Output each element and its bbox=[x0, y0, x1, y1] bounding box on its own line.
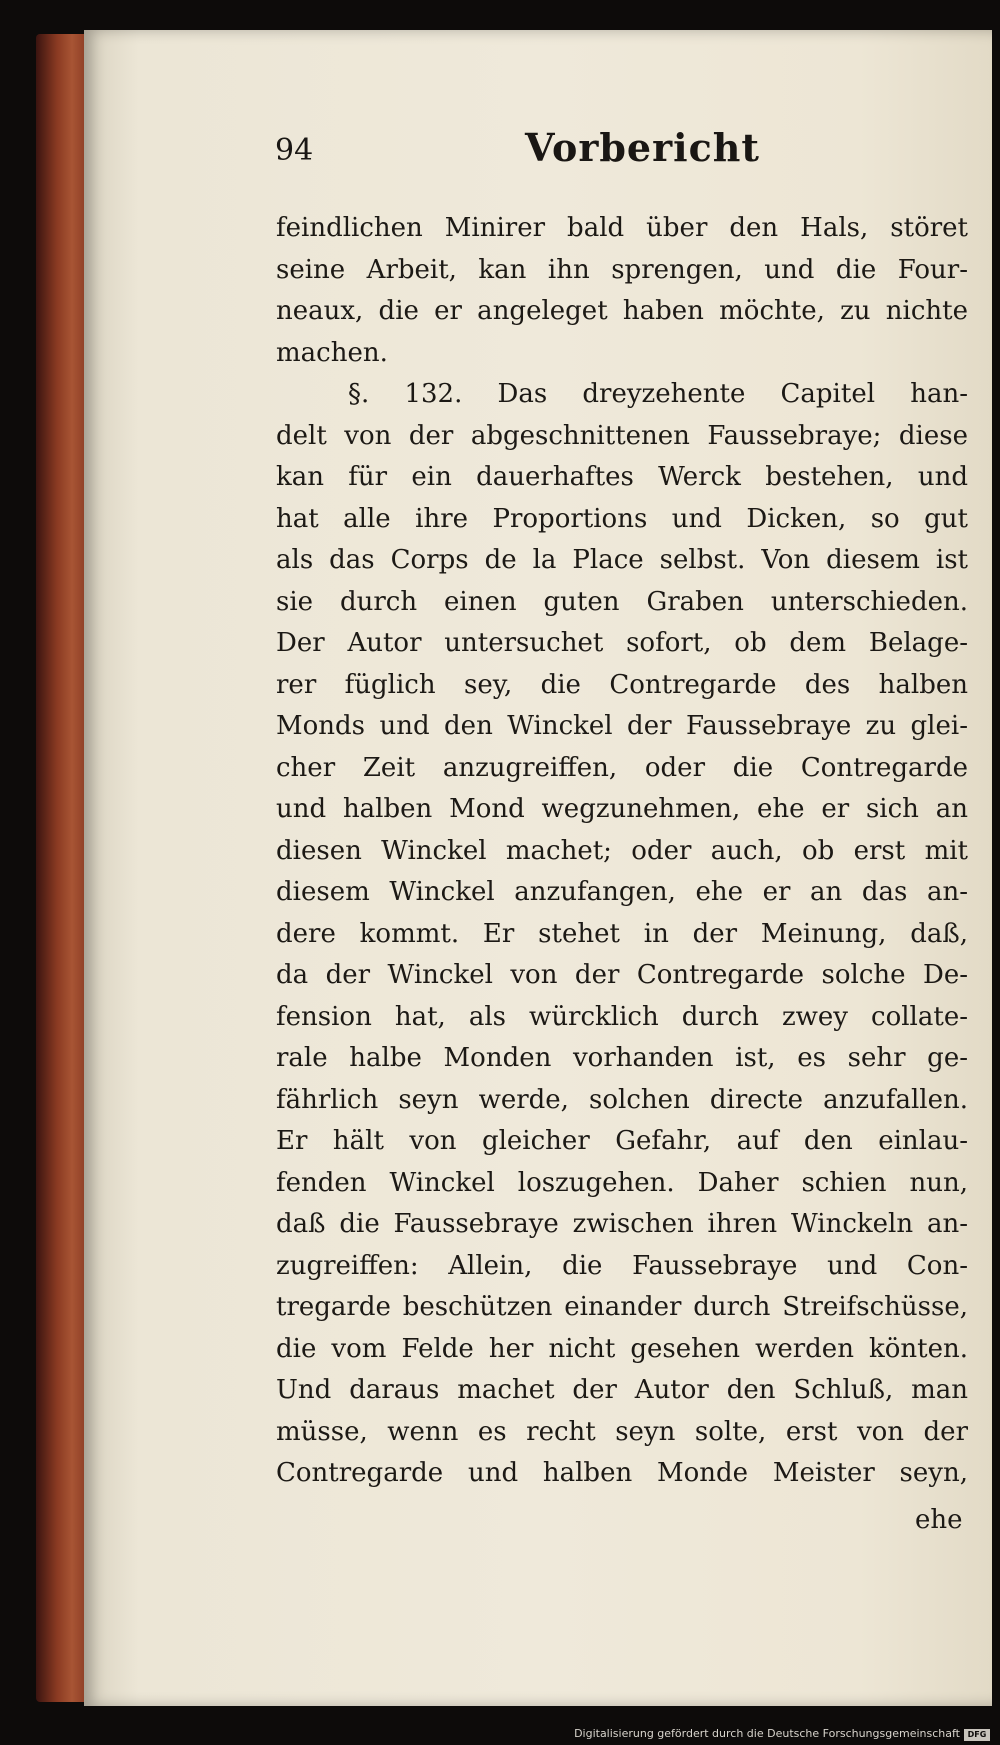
text-line: cher Zeit anzugreiffen, oder die Contregarde bbox=[276, 752, 968, 783]
text-line: hat alle ihre Proportions und Dicken, so gut bbox=[276, 503, 968, 534]
text-line: zugreiffen: Allein, die Faussebraye und Con- bbox=[276, 1250, 968, 1281]
dfg-logo: DFG bbox=[964, 1729, 990, 1741]
page-number: 94 bbox=[275, 133, 314, 168]
text-line: Monds und den Winckel der Faussebraye zu glei- bbox=[276, 711, 968, 741]
text-line: dere kommt. Er stehet in der Meinung, daß, bbox=[276, 918, 968, 949]
text-line: Der Autor untersuchet sofort, ob dem Belage- bbox=[276, 628, 968, 658]
text-line: neaux, die er angeleget haben möchte, zu nichte bbox=[276, 296, 968, 326]
text-line: die vom Felde her nicht gesehen werden könten. bbox=[276, 1333, 968, 1364]
text-line: und halben Mond wegzunehmen, ehe er sich an bbox=[276, 794, 968, 824]
text-line: rale halbe Monden vorhanden ist, es sehr ge- bbox=[276, 1043, 968, 1073]
page-header bbox=[275, 125, 965, 185]
text-line: tregarde beschützen einander durch Streifschüsse, bbox=[276, 1292, 968, 1322]
footer-credit: Digitalisierung gefördert durch die Deutsche Forschungsgemeinschaft bbox=[574, 1727, 960, 1740]
running-head: Vorbericht bbox=[525, 125, 760, 170]
text-line: Contregarde und halben Monde Meister seyn, bbox=[276, 1458, 968, 1488]
text-line: rer füglich sey, die Contregarde des halben bbox=[276, 669, 968, 700]
text-line: daß die Faussebraye zwischen ihren Winckeln an- bbox=[276, 1209, 968, 1239]
text-line: sie durch einen guten Graben unterschieden. bbox=[276, 586, 968, 617]
text-line: kan für ein dauerhaftes Werck bestehen, und bbox=[276, 462, 968, 492]
text-line: seine Arbeit, kan ihn sprengen, und die Four- bbox=[276, 254, 968, 285]
text-line: §. 132. Das dreyzehente Capitel han- bbox=[348, 379, 968, 409]
text-line: feindlichen Minirer bald über den Hals, störet bbox=[276, 213, 968, 243]
text-line: Und daraus machet der Autor den Schluß, man bbox=[276, 1375, 968, 1405]
text-line: als das Corps de la Place selbst. Von diesem ist bbox=[276, 545, 968, 575]
text-line: fension hat, als würcklich durch zwey collate- bbox=[276, 1001, 968, 1032]
text-line: fenden Winckel loszugehen. Daher schien nun, bbox=[276, 1167, 968, 1198]
text-line: fährlich seyn werde, solchen directe anzufallen. bbox=[276, 1084, 968, 1115]
text-line: diesen Winckel machet; oder auch, ob erst mit bbox=[276, 835, 968, 866]
catchword: ehe bbox=[915, 1505, 963, 1535]
text-line: delt von der abgeschnittenen Faussebraye; diese bbox=[276, 420, 968, 451]
text-line: machen. bbox=[276, 337, 388, 368]
body-text bbox=[276, 208, 968, 1495]
scan-border bbox=[992, 0, 1000, 1745]
text-line: da der Winckel von der Contregarde solche De- bbox=[276, 960, 968, 990]
text-line: Er hält von gleicher Gefahr, auf den einlau- bbox=[276, 1126, 968, 1156]
text-line: müsse, wenn es recht seyn solte, erst von der bbox=[276, 1416, 968, 1447]
text-line: diesem Winckel anzufangen, ehe er an das an- bbox=[276, 877, 968, 907]
